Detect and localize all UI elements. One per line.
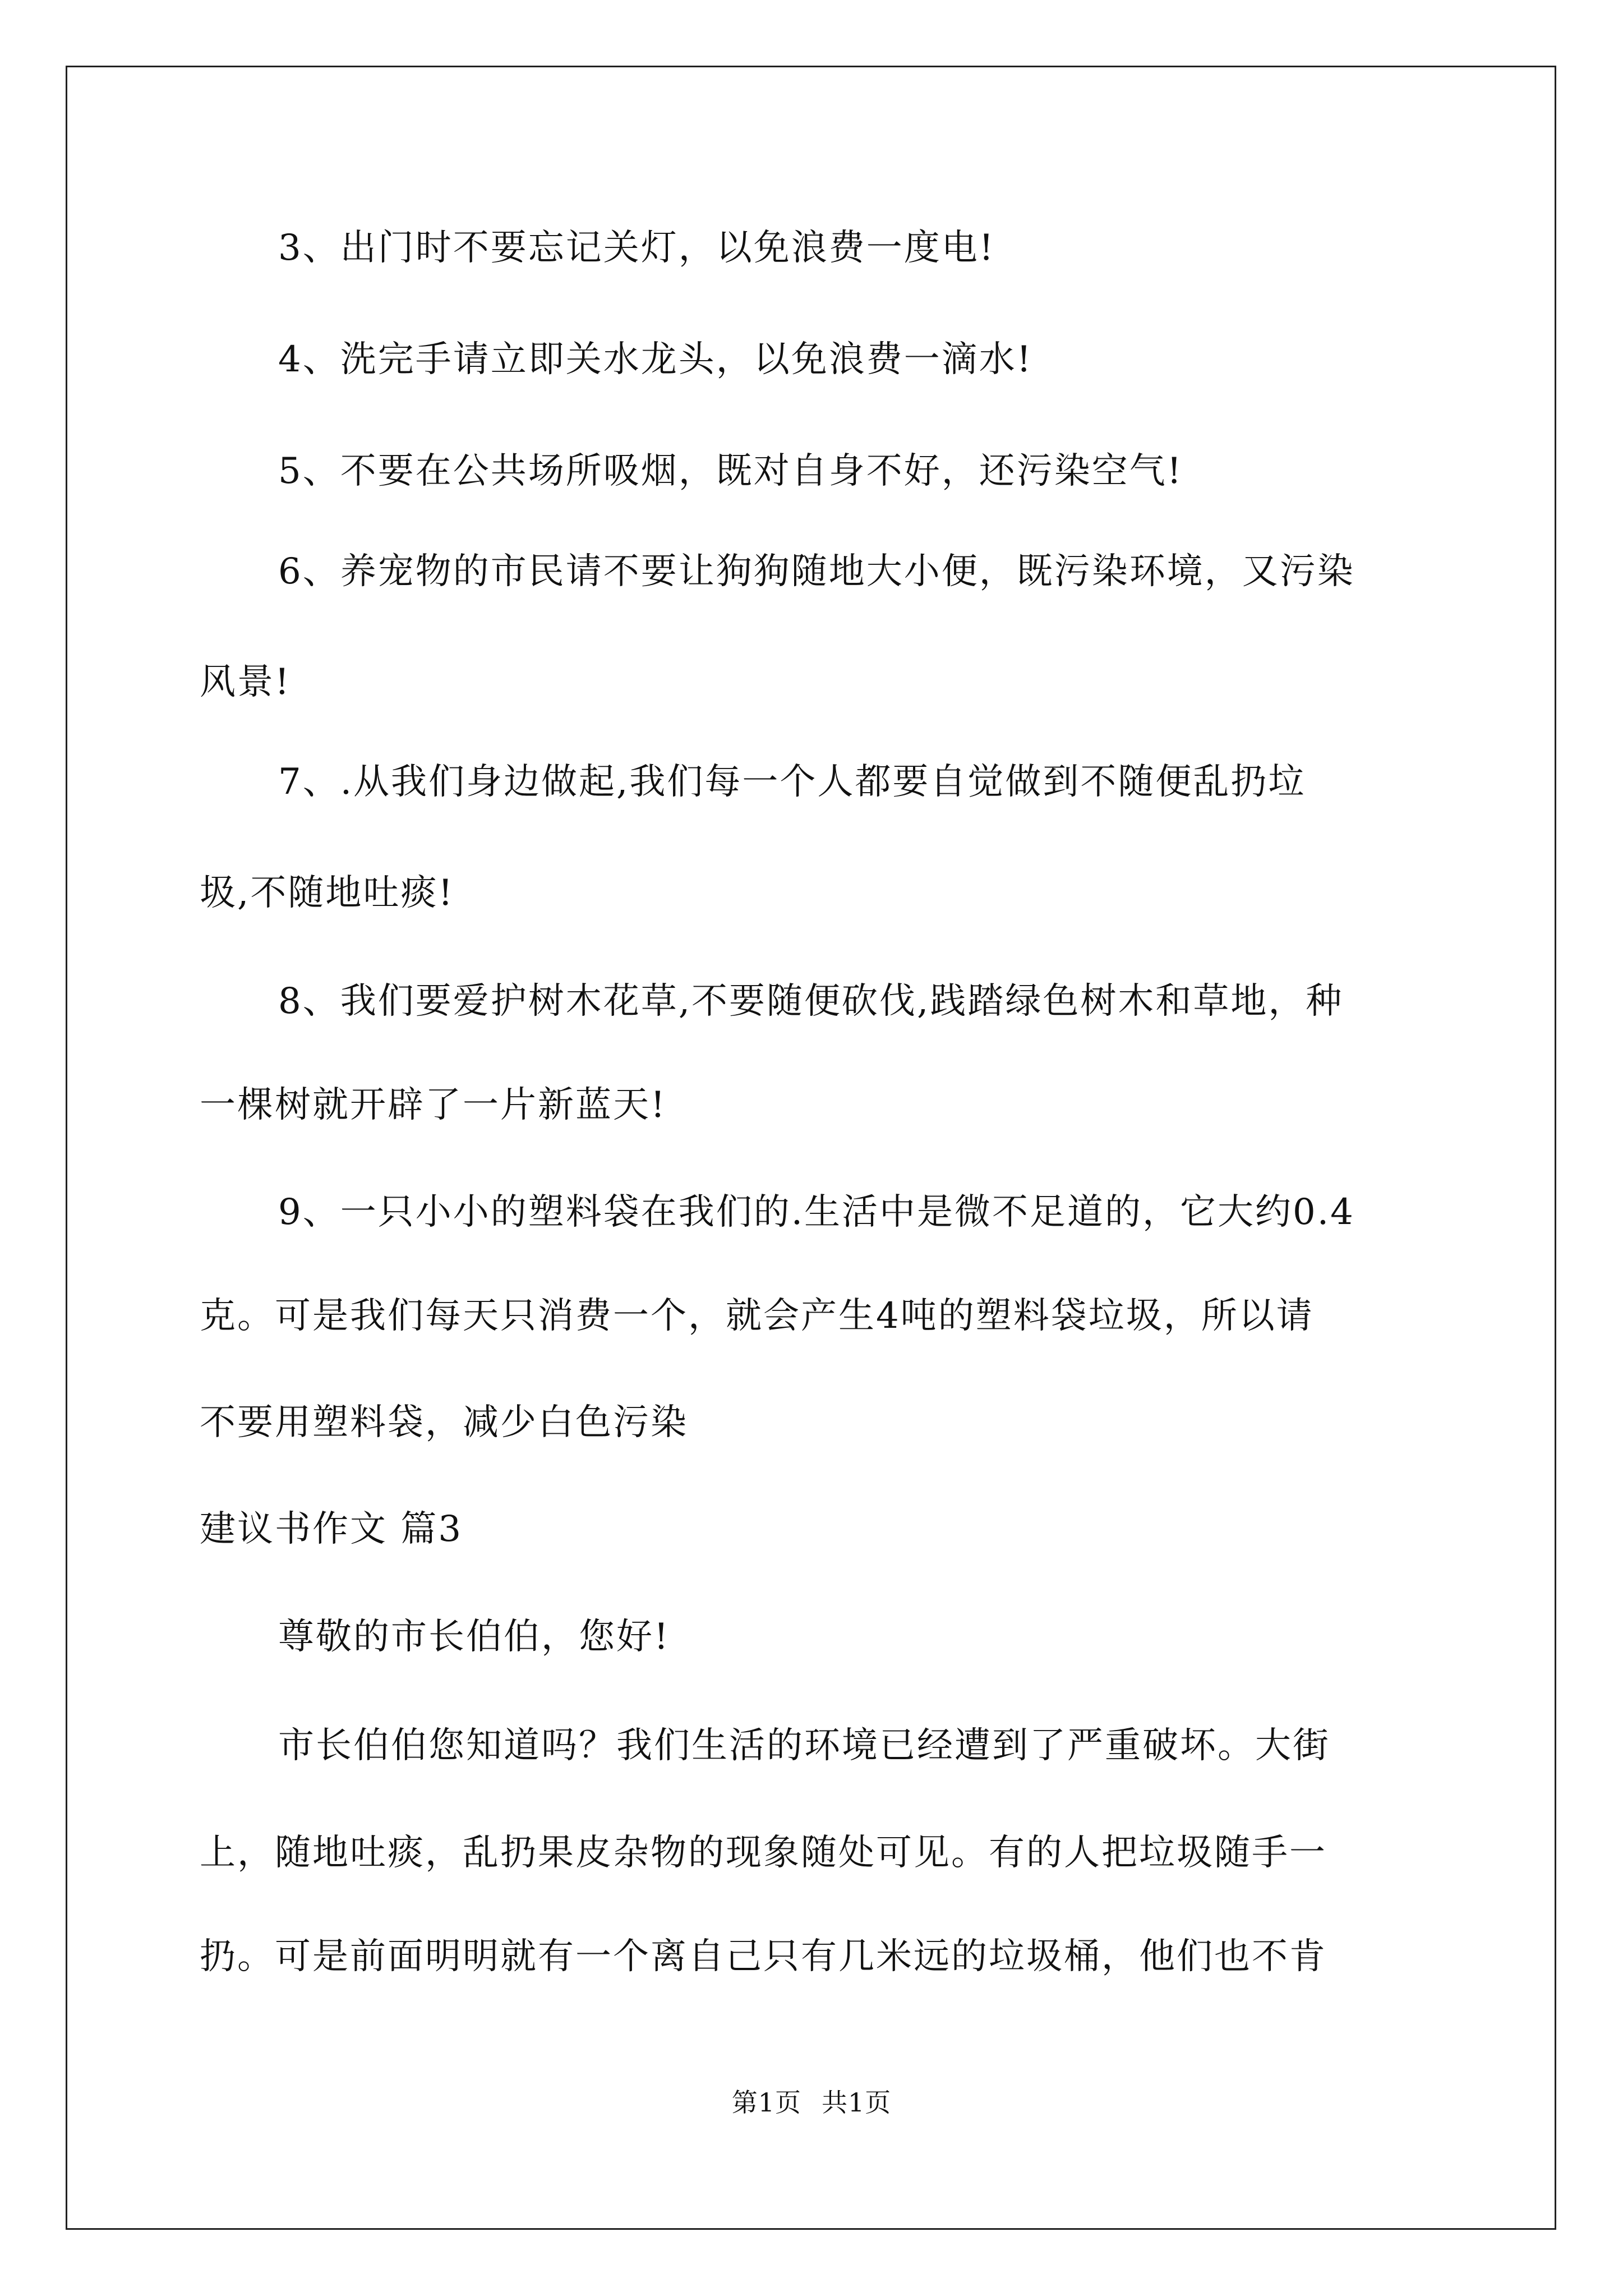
section-heading: 建议书作文 篇3 bbox=[200, 1508, 463, 1550]
paragraph-item-5: 5、不要在公共场所吸烟，既对自身不好，还污染空气! bbox=[278, 450, 1183, 492]
paragraph-item-6-line-2: 风景! bbox=[200, 661, 291, 703]
letter-paragraph-line-2: 上，随地吐痰，乱扔果皮杂物的现象随处可见。有的人把垃圾随手一 bbox=[200, 1832, 1327, 1874]
paragraph-item-9-line-3: 不要用塑料袋，减少白色污染 bbox=[200, 1402, 688, 1443]
paragraph-item-9-line-1: 9、一只小小的塑料袋在我们的.生活中是微不足道的，它大约0.4 bbox=[278, 1191, 1355, 1233]
page-number-current: 第1页 bbox=[731, 2087, 801, 2118]
paragraph-item-9-line-2: 克。可是我们每天只消费一个，就会产生4吨的塑料袋垃圾，所以请 bbox=[200, 1295, 1314, 1337]
paragraph-item-7-line-2: 圾,不随地吐痰! bbox=[200, 872, 455, 914]
letter-salutation: 尊敬的市长伯伯，您好! bbox=[278, 1616, 670, 1658]
paragraph-item-6-line-1: 6、养宠物的市民请不要让狗狗随地大小便，既污染环境，又污染 bbox=[278, 551, 1355, 592]
paragraph-item-8-line-1: 8、我们要爱护树木花草,不要随便砍伐,践踏绿色树木和草地，种 bbox=[278, 981, 1344, 1022]
paragraph-item-3: 3、出门时不要忘记关灯，以免浪费一度电! bbox=[278, 227, 995, 269]
paragraph-item-8-line-2: 一棵树就开辟了一片新蓝天! bbox=[200, 1084, 667, 1126]
page-border bbox=[66, 66, 1556, 2230]
paragraph-item-7-line-1: 7、.从我们身边做起,我们每一个人都要自觉做到不随便乱扔垃 bbox=[278, 761, 1306, 803]
paragraph-item-4: 4、洗完手请立即关水龙头，以免浪费一滴水! bbox=[278, 339, 1033, 380]
letter-paragraph-line-1: 市长伯伯您知道吗？我们生活的环境已经遭到了严重破坏。大街 bbox=[278, 1725, 1330, 1766]
page-number-total: 共1页 bbox=[822, 2087, 892, 2118]
page-footer bbox=[0, 2086, 1623, 2119]
letter-paragraph-line-3: 扔。可是前面明明就有一个离自己只有几米远的垃圾桶，他们也不肯 bbox=[200, 1936, 1327, 1977]
